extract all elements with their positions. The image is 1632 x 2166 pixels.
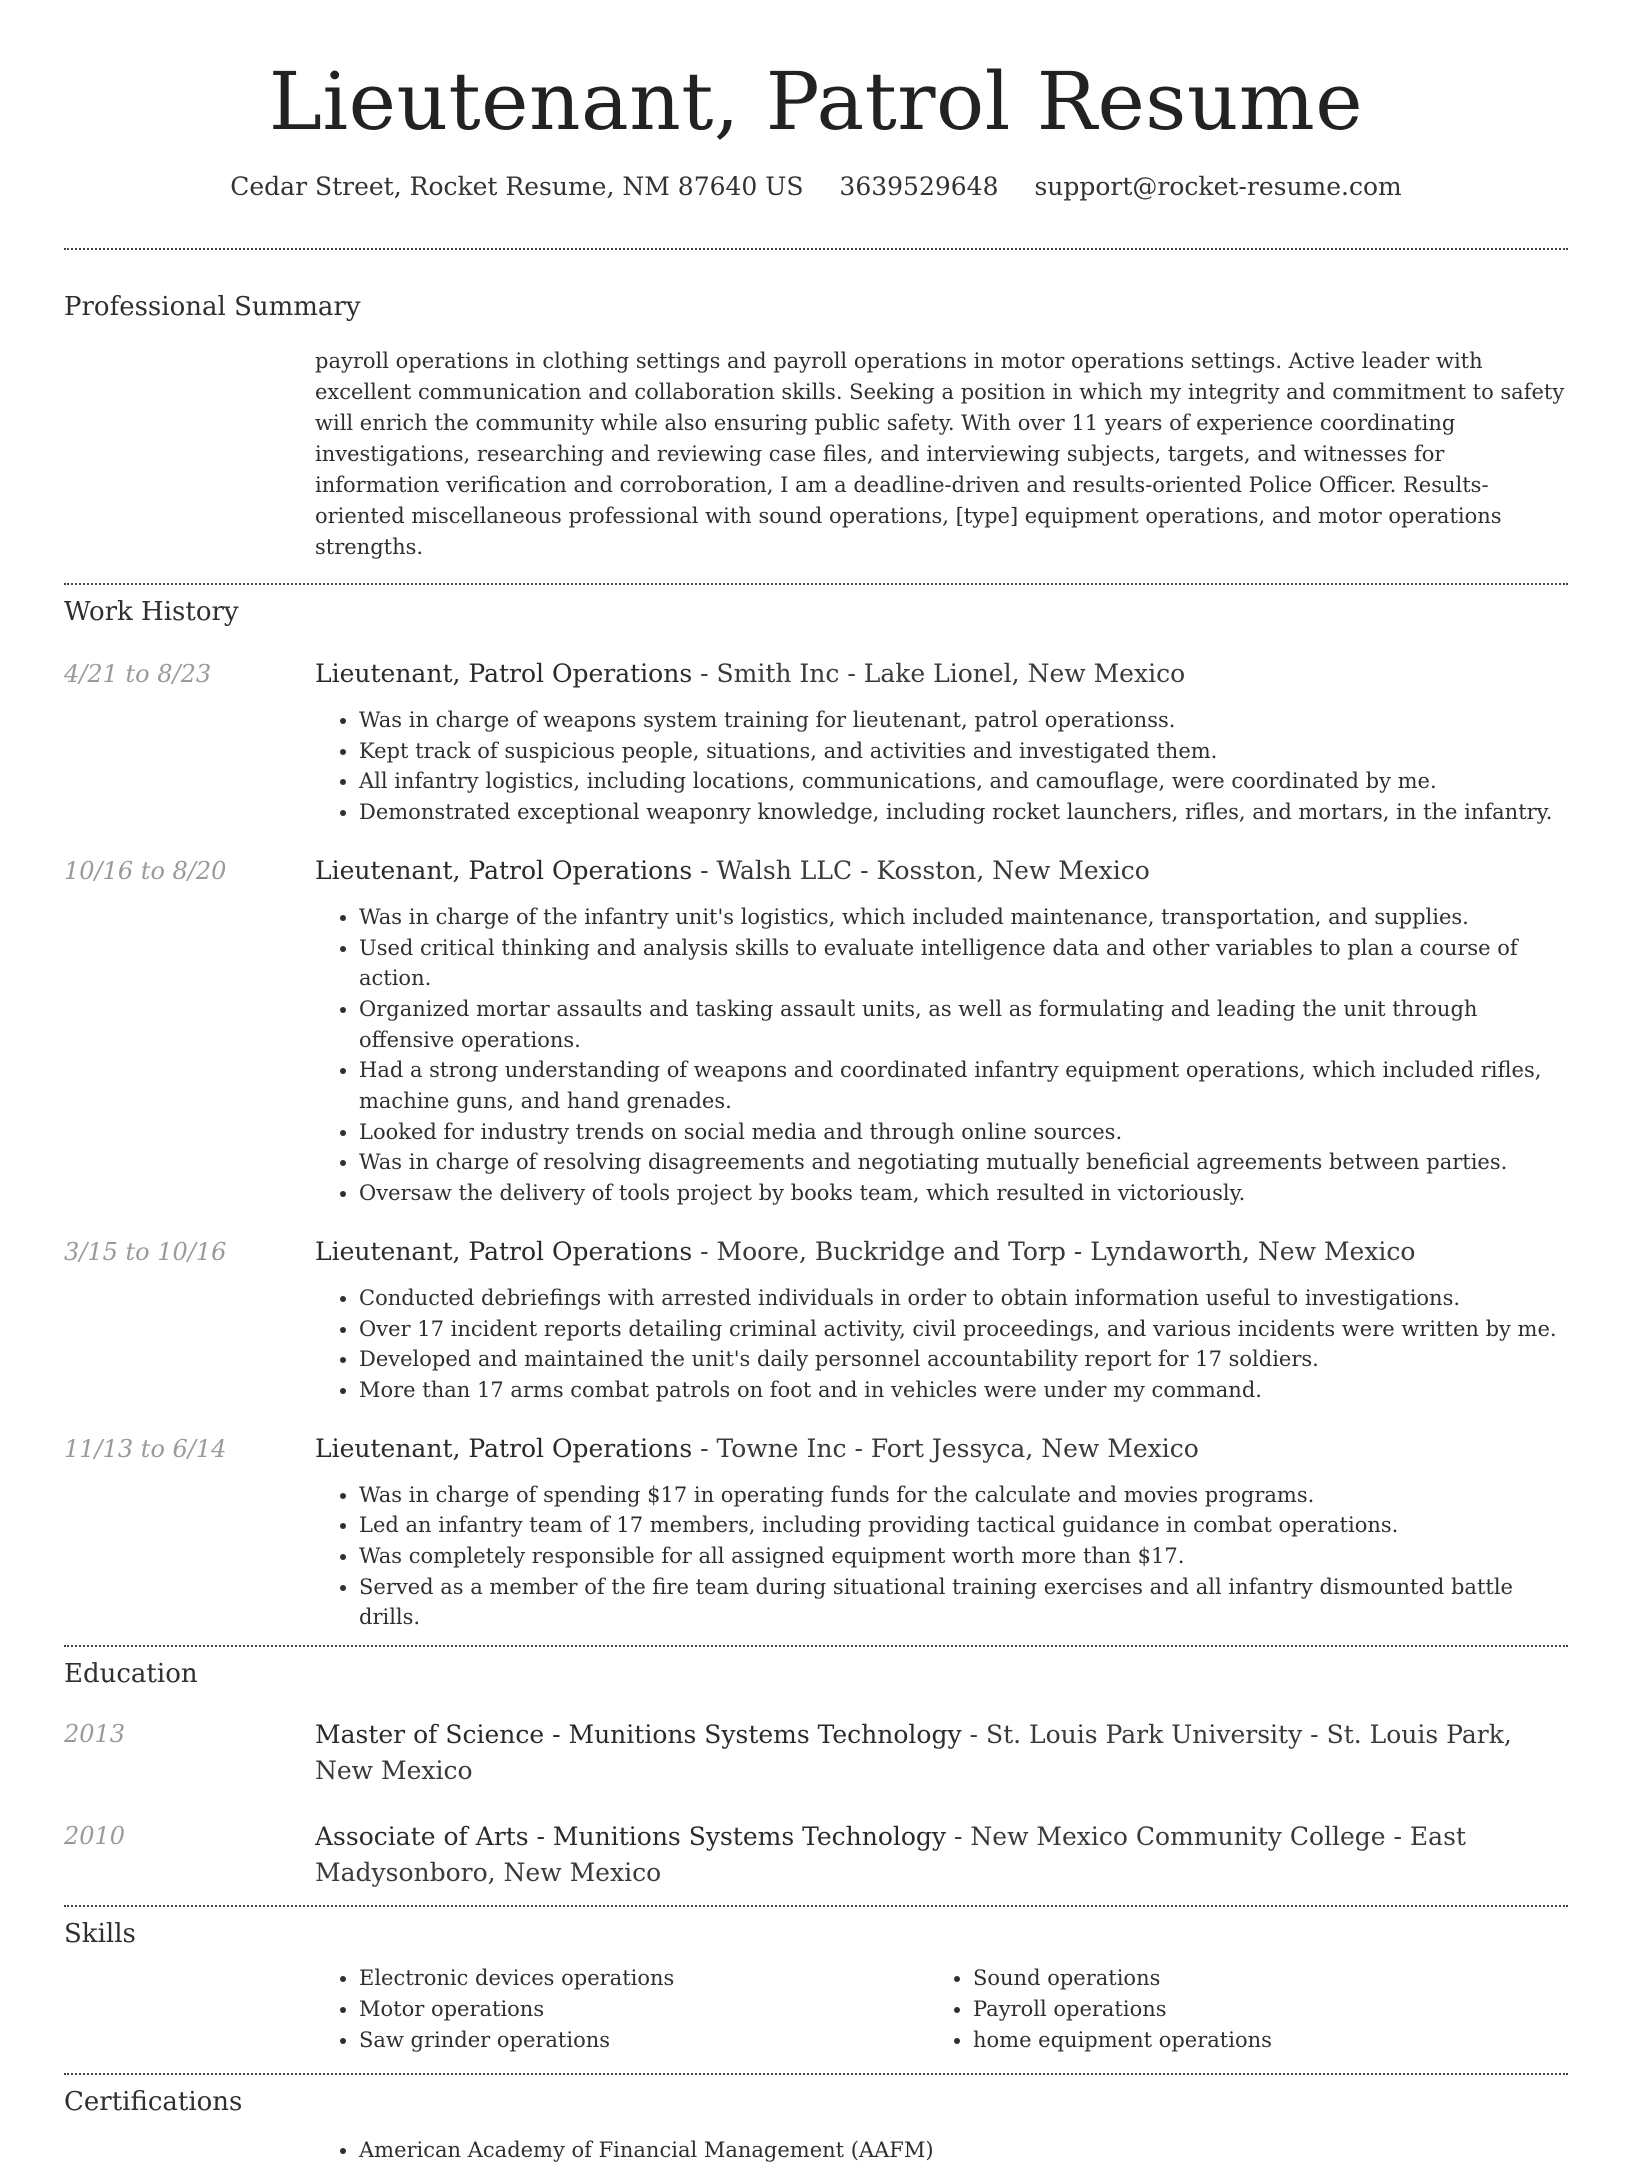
list-item: • Organized mortar assaults and tasking assault units, as well as formulating and leading the unit through offensive operations. bbox=[359, 994, 1568, 1055]
list-item: • Electronic devices operations bbox=[359, 1963, 929, 1994]
job-position: Lieutenant, Patrol Operations bbox=[315, 855, 693, 885]
list-item: • Looked for industry trends on social media and through online sources. bbox=[359, 1117, 1568, 1148]
education-degree: Master of Science - Munitions Systems Technology bbox=[315, 1720, 962, 1750]
job-company: - Towne Inc - Fort Jessyca, New Mexico bbox=[692, 1433, 1199, 1463]
job-dates: 10/16 to 8/20 bbox=[64, 856, 227, 885]
education-school: - St. Louis Park University - St. Louis Park, New Mexico bbox=[315, 1720, 1512, 1786]
job-dates: 11/13 to 6/14 bbox=[64, 1434, 227, 1463]
list-item: • All infantry logistics, including locations, communications, and camouflage, were coordinated by me. bbox=[359, 766, 1568, 797]
job-dates: 3/15 to 10/16 bbox=[64, 1237, 227, 1266]
job-title bbox=[315, 1235, 1568, 1269]
section-title-skills: Skills bbox=[64, 1919, 136, 1950]
list-item: • home equipment operations bbox=[973, 2025, 1543, 2056]
divider bbox=[64, 583, 1568, 585]
job-company: - Smith Inc - Lake Lionel, New Mexico bbox=[692, 659, 1186, 688]
list-item: • Was in charge of spending $17 in operating funds for the calculate and movies programs. bbox=[359, 1480, 1568, 1511]
list-item: • Oversaw the delivery of tools project by books team, which resulted in victoriously. bbox=[359, 1178, 1568, 1209]
job-bullets bbox=[315, 902, 1568, 1209]
list-item: • Had a strong understanding of weapons and coordinated infantry equipment operations, which included rifles, machine guns, and hand grenades. bbox=[359, 1055, 1568, 1116]
job-company: - Moore, Buckridge and Torp - Lyndaworth, New Mexico bbox=[692, 1236, 1416, 1266]
list-item: • Was in charge of the infantry unit's logistics, which included maintenance, transportation, and supplies. bbox=[359, 902, 1568, 933]
list-item: • More than 17 arms combat patrols on foot and in vehicles were under my command. bbox=[359, 1375, 1568, 1406]
list-item: • Led an infantry team of 17 members, including providing tactical guidance in combat operations. bbox=[359, 1510, 1568, 1541]
list-item: • Was in charge of weapons system training for lieutenant, patrol operationss. bbox=[359, 705, 1568, 736]
section-title-education: Education bbox=[64, 1659, 198, 1690]
list-item: • Was completely responsible for all assigned equipment worth more than $17. bbox=[359, 1541, 1568, 1572]
job-bullets bbox=[315, 1283, 1568, 1406]
job-bullets bbox=[315, 1480, 1568, 1634]
job-dates: 4/21 to 8/23 bbox=[64, 660, 212, 688]
job-entry bbox=[64, 854, 1568, 1209]
job-position: Lieutenant, Patrol Operations bbox=[315, 1236, 693, 1266]
section-title-certifications: Certifications bbox=[64, 2087, 243, 2118]
skills-list bbox=[315, 1963, 1568, 2055]
job-title bbox=[315, 854, 1568, 888]
education-degree: Associate of Arts - Munitions Systems Technology bbox=[315, 1822, 947, 1852]
section-title-summary: Professional Summary bbox=[64, 292, 361, 322]
list-item: • Conducted debriefings with arrested individuals in order to obtain information useful to investigations. bbox=[359, 1283, 1568, 1314]
list-item: • Sound operations bbox=[973, 1963, 1543, 1994]
job-position: Lieutenant, Patrol Operations bbox=[315, 1433, 693, 1463]
education-entry bbox=[64, 1819, 1568, 1891]
divider bbox=[64, 1645, 1568, 1647]
education-entry bbox=[64, 1717, 1568, 1789]
education-school: - New Mexico Community College - East Madysonboro, New Mexico bbox=[315, 1822, 1466, 1888]
summary-text: payroll operations in clothing settings and payroll operations in motor operations settings. Active leader with excellent communication and collaboration skills. Seeking a position in which my integrity and commitment to safety will enrich the community while also ensuring public safety. With over 11 years of experience coordinating investigations, researching and reviewing case files, and interviewing subjects, targets, and witnesses for information verification and corroboration, I am a deadline-driven and results-oriented Police Officer. Results-oriented miscellaneous professional with sound operations, [type] equipment operations, and motor operations strengths. bbox=[315, 349, 1565, 559]
job-entry bbox=[64, 1432, 1568, 1634]
education-year: 2013 bbox=[64, 1720, 126, 1749]
divider bbox=[64, 248, 1568, 250]
contact-line bbox=[64, 170, 1568, 204]
section-title-work-history: Work History bbox=[64, 597, 239, 627]
skills-column-right bbox=[929, 1963, 1543, 2055]
list-item: • American Academy of Financial Management (AAFM) bbox=[359, 2135, 1568, 2166]
list-item: • Developed and maintained the unit's daily personnel accountability report for 17 soldiers. bbox=[359, 1344, 1568, 1375]
list-item: • Payroll operations bbox=[973, 1994, 1543, 2025]
list-item: • Over 17 incident reports detailing criminal activity, civil proceedings, and various incidents were written by me. bbox=[359, 1314, 1568, 1345]
resume-title: Lieutenant, Patrol Resume bbox=[268, 55, 1364, 148]
job-entry bbox=[64, 657, 1568, 828]
contact-phone: 3639529648 bbox=[839, 172, 999, 201]
job-title bbox=[315, 657, 1568, 691]
job-title bbox=[315, 1432, 1568, 1466]
job-bullets bbox=[315, 705, 1568, 828]
list-item: • Kept track of suspicious people, situations, and activities and investigated them. bbox=[359, 736, 1568, 767]
skills-column-left bbox=[315, 1963, 929, 2055]
job-position: Lieutenant, Patrol Operations bbox=[315, 659, 693, 688]
list-item: • Served as a member of the fire team during situational training exercises and all infantry dismounted battle drills. bbox=[359, 1572, 1568, 1633]
divider bbox=[64, 2073, 1568, 2075]
education-title bbox=[315, 1819, 1568, 1891]
list-item: • Saw grinder operations bbox=[359, 2025, 929, 2056]
contact-email[interactable]: support@rocket-resume.com bbox=[1034, 172, 1402, 201]
list-item: • Demonstrated exceptional weaponry knowledge, including rocket launchers, rifles, and mortars, in the infantry. bbox=[359, 797, 1568, 828]
divider bbox=[64, 1905, 1568, 1907]
list-item: • Was in charge of resolving disagreements and negotiating mutually beneficial agreements between parties. bbox=[359, 1147, 1568, 1178]
list-item: • Motor operations bbox=[359, 1994, 929, 2025]
education-title bbox=[315, 1717, 1568, 1789]
contact-address: Cedar Street, Rocket Resume, NM 87640 US bbox=[230, 172, 804, 201]
job-entry bbox=[64, 1235, 1568, 1406]
job-company: - Walsh LLC - Kosston, New Mexico bbox=[692, 855, 1150, 885]
education-year: 2010 bbox=[64, 1822, 126, 1851]
certifications-list bbox=[315, 2135, 1568, 2166]
list-item: • Used critical thinking and analysis skills to evaluate intelligence data and other variables to plan a course of action. bbox=[359, 933, 1568, 994]
